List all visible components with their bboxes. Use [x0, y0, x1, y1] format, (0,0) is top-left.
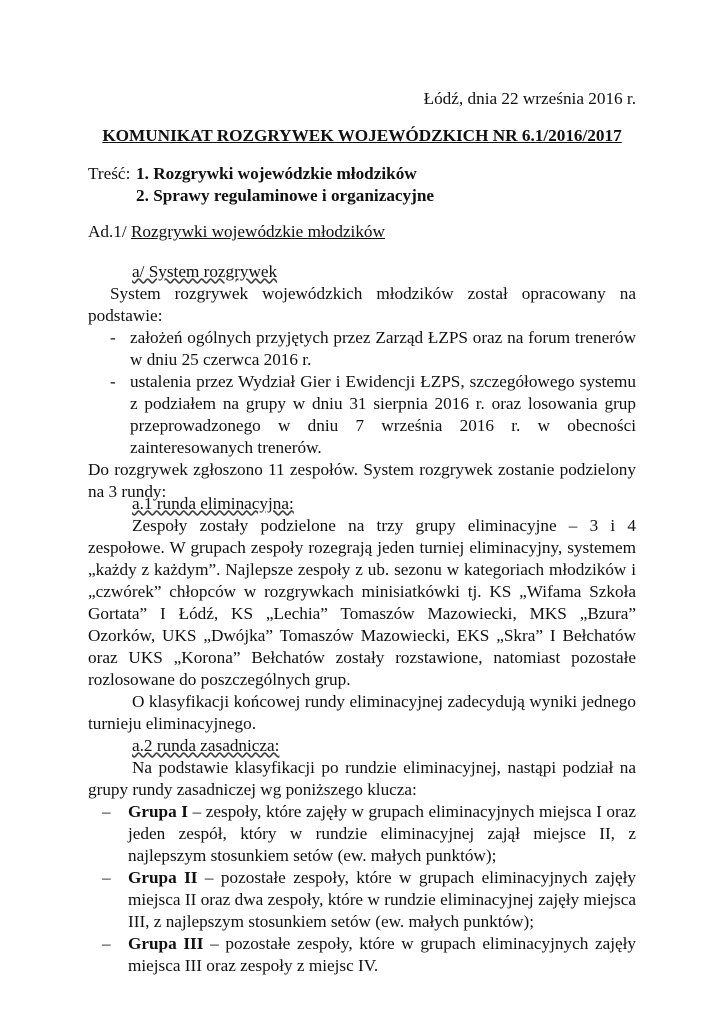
- contents-label: Treść:: [88, 164, 131, 183]
- document-title: KOMUNIKAT ROZGRYWEK WOJEWÓDZKICH NR 6.1/2016/2017: [102, 126, 622, 145]
- system-intro: System rozgrywek wojewódzkich młodzików został opracowany na podstawie:: [88, 284, 636, 325]
- contents-item-2: 2. Sprawy regulaminowe i organizacyjne: [136, 186, 435, 205]
- round2-section: [88, 735, 636, 977]
- bullet-marker: –: [102, 934, 111, 953]
- group-name: Grupa III: [128, 934, 204, 953]
- contents-block: [88, 163, 434, 207]
- bullet-marker: -: [110, 372, 116, 391]
- round2-heading: a.2 runda zasadnicza:: [132, 736, 280, 755]
- round1-paragraph-2: O klasyfikacji końcowej rundy eliminacyjnej zadecydują wyniki jednego turnieju eliminacyjnego.: [88, 692, 636, 733]
- bullet-marker: –: [102, 868, 111, 887]
- system-bullet-list: [88, 327, 636, 459]
- system-closing: Do rozgrywek zgłoszono 11 zespołów. System rozgrywek zostanie podzielony na 3 rundy:: [88, 460, 636, 501]
- list-item: - założeń ogólnych przyjętych przez Zarząd ŁZPS oraz na forum trenerów w dniu 25 czerwca 2016 r.: [110, 328, 636, 369]
- ad1-prefix: Ad.1/: [88, 222, 127, 241]
- groups-list: [88, 801, 636, 977]
- contents-item-1: 1. Rozgrywki wojewódzkie młodzików: [136, 164, 417, 183]
- round1-paragraph-1: Zespoły zostały podzielone na trzy grupy eliminacyjne – 3 i 4 zespołowe. W grupach zespoły rozegrają jeden turniej eliminacyjny, systemem „każdy z każdym”. Najlepsze zespoły z ub. sezonu w kategoriach młodzików i „czwórek” chłopców w rozgrywkach minisiatkówki tj. KS „Wifama Szkoła Gortata” I Łódź, KS „Lechia” Tomaszów Mazowiecki, MKS „Bzura” Ozorków, UKS „Dwójka” Tomaszów Mazowiecki, EKS „Skra” I Bełchatów oraz UKS „Korona” Bełchatów zostały rozstawione, natomiast pozostałe rozlosowane do poszczególnych grup.: [88, 516, 636, 689]
- system-section: [88, 261, 636, 503]
- group-item: – Grupa I – zespoły, które zajęły w grupach eliminacyjnych miejsca I oraz jeden zespół, który w rundzie eliminacyjnej zajął miejsce II, z najlepszym stosunkiem setów (ew. małych punktów);: [102, 802, 637, 865]
- date-line: Łódź, dnia 22 września 2016 r.: [423, 89, 636, 108]
- bullet-marker: –: [102, 802, 111, 821]
- group-item: – Grupa II – pozostałe zespoły, które w grupach eliminacyjnych zajęły miejsca II oraz dwa zespoły, które w rundzie eliminacyjnej zajęły miejsca III, z najlepszym stosunkiem setów (ew. małych punktów);: [102, 868, 636, 931]
- round2-intro: Na podstawie klasyfikacji po rundzie eliminacyjnej, nastąpi podział na grupy rundy zasadniczej wg poniższego klucza:: [88, 758, 636, 799]
- ad1-heading-text: Rozgrywki wojewódzkie młodzików: [130, 222, 385, 241]
- section-ad1-heading: [88, 221, 385, 243]
- group-name: Grupa I: [128, 802, 188, 821]
- system-heading: a/ System rozgrywek: [132, 262, 278, 281]
- bullet-marker: -: [110, 328, 116, 347]
- list-item: - ustalenia przez Wydział Gier i Ewidencji ŁZPS, szczegółowego systemu z podziałem na grupy w dniu 31 sierpnia 2016 r. oraz losowania grup przeprowadzonego w dniu 7 września 2016 r. w obecności zainteresowanych trenerów.: [110, 372, 636, 457]
- round1-section: [88, 493, 636, 735]
- group-name: Grupa II: [128, 868, 198, 887]
- round1-heading: a.1 runda eliminacyjna:: [132, 494, 294, 513]
- group-item: – Grupa III – pozostałe zespoły, które w grupach eliminacyjnych zajęły miejsca III oraz zespoły z miejsc IV.: [102, 934, 637, 975]
